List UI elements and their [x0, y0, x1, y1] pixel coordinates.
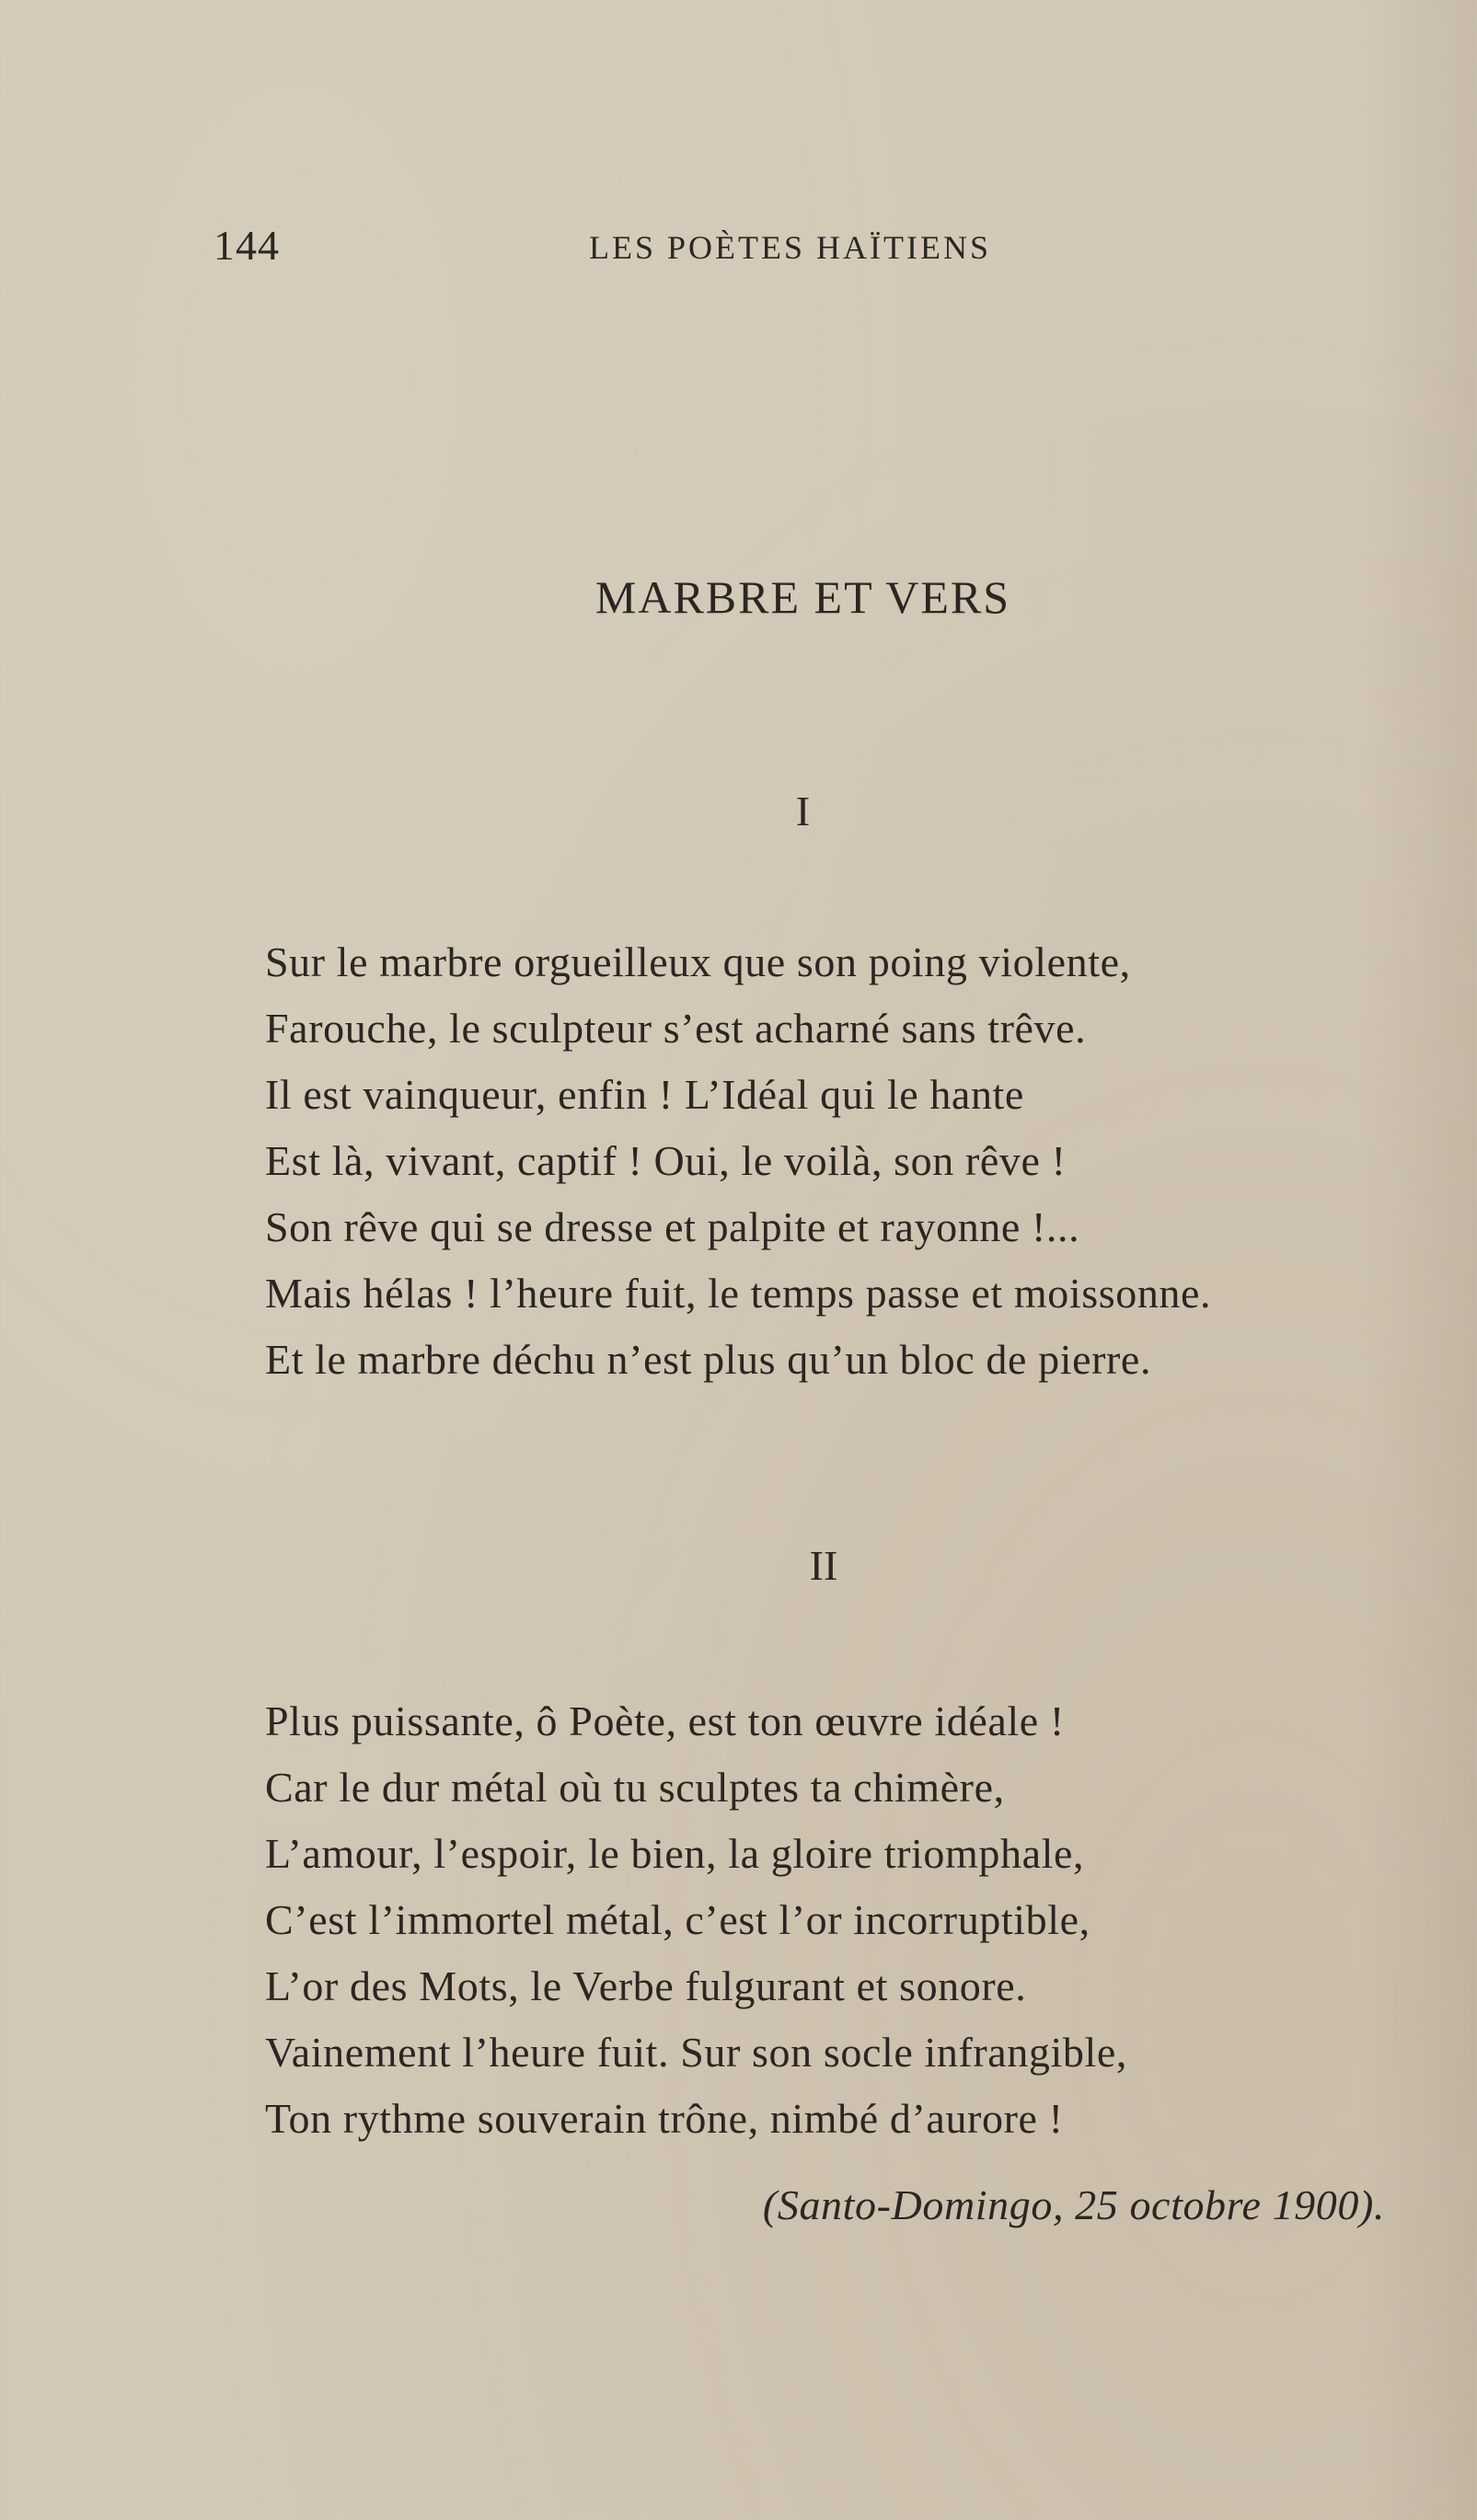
dateline: (Santo-Domingo, 25 octobre 1900).	[762, 2181, 1385, 2228]
poem-title: MARBRE ET VERS	[594, 571, 1011, 623]
stanza-2	[265, 1688, 1415, 2152]
running-title: LES POÈTES HAÏTIENS	[589, 229, 991, 266]
verse-line: Vainement l’heure fuit. Sur son socle infrangible,	[265, 2029, 1127, 2076]
verse-line: Ton rythme souverain trône, nimbé d’aurore !	[265, 2095, 1064, 2142]
verse-line: Sur le marbre orgueilleux que son poing violente,	[265, 938, 1131, 985]
verse-line: Son rêve qui se dresse et palpite et rayonne !...	[265, 1203, 1080, 1250]
verse-line: Il est vainqueur, enfin ! L’Idéal qui le hante	[265, 1071, 1024, 1118]
running-head	[0, 221, 1477, 276]
stanza-1	[265, 929, 1415, 1393]
verse-line: L’or des Mots, le Verbe fulgurant et sonore.	[265, 1962, 1027, 2009]
verse-line: Mais hélas ! l’heure fuit, le temps passe et moissonne.	[265, 1270, 1212, 1317]
verse-line: Et le marbre déchu n’est plus qu’un bloc de pierre.	[265, 1336, 1152, 1383]
verse-line: L’amour, l’espoir, le bien, la gloire triomphale,	[265, 1830, 1085, 1877]
section-numeral-2: II	[809, 1542, 838, 1589]
verse-line: Plus puissante, ô Poète, est ton œuvre idéale !	[265, 1697, 1065, 1744]
verse-line: Car le dur métal où tu sculptes ta chimère,	[265, 1764, 1005, 1811]
verse-line: Est là, vivant, captif ! Oui, le voilà, son rêve !	[265, 1137, 1067, 1184]
section-numeral-1: I	[795, 788, 811, 834]
page-number: 144	[213, 222, 280, 269]
verse-line: C’est l’immortel métal, c’est l’or incorruptible,	[265, 1896, 1090, 1943]
verse-line: Farouche, le sculpteur s’est acharné sans trêve.	[265, 1005, 1087, 1052]
